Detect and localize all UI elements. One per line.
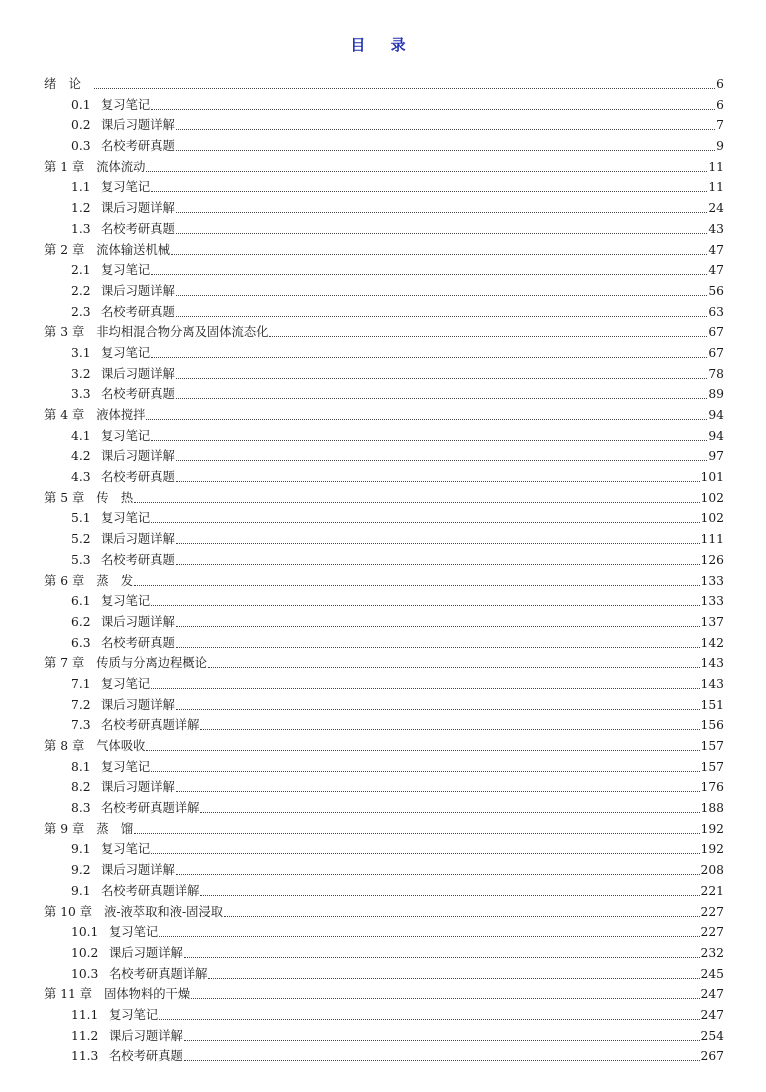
toc-section-entry[interactable] [44,964,724,985]
dot-leader [184,944,700,958]
toc-chapter-entry[interactable] [44,902,724,923]
toc-entry-number: 第 11 章 [44,987,93,1002]
toc-entry-label: 课后习题详解 [101,118,175,133]
dot-leader [176,778,700,792]
toc-entry-number: 11.3 [71,1049,99,1064]
toc-entry-page-number: 247 [700,1007,724,1022]
toc-entry-page-number: 247 [700,987,724,1002]
toc-entry-number: 2.2 [71,283,91,298]
toc-entry-label: 课后习题详解 [109,945,183,960]
toc-entry-label: 复习笔记 [101,842,151,857]
toc-section-entry[interactable] [44,426,724,447]
toc-section-entry[interactable] [44,798,724,819]
toc-entry-number: 11.2 [71,1028,99,1043]
toc-chapter-entry[interactable] [44,322,724,343]
toc-section-entry[interactable] [44,715,724,736]
toc-entry-label: 课后习题详解 [101,366,175,381]
dot-leader [176,116,715,130]
dot-leader [146,158,707,172]
toc-entry-label: 名校考研真题 [101,635,175,650]
toc-entry-label: 复习笔记 [101,428,151,443]
dot-leader [151,178,707,192]
toc-entry-number: 0.1 [71,97,91,112]
toc-entry-page-number: 254 [700,1028,724,1043]
toc-entry-number: 10.1 [71,925,99,940]
toc-chapter-entry[interactable] [44,571,724,592]
dot-leader [171,241,707,255]
dot-leader [151,427,707,441]
dot-leader [176,551,700,565]
toc-entry-number: 11.1 [71,1007,99,1022]
toc-entry-page-number: 101 [700,470,724,485]
table-of-contents [44,74,724,1067]
toc-entry-page-number: 89 [708,387,724,402]
toc-entry-label: 气体吸收 [96,739,146,753]
toc-entry-label: 液体搅拌 [96,408,146,422]
toc-section-entry[interactable] [44,922,724,943]
toc-entry-page-number: 151 [700,697,724,712]
toc-entry-page-number: 192 [700,842,724,857]
toc-entry-number: 5.2 [71,532,91,547]
toc-entry-label: 课后习题详解 [101,863,175,878]
toc-entry-number: 3.3 [71,387,91,402]
toc-entry-number: 5.1 [71,511,91,526]
dot-leader [151,675,699,689]
toc-entry-page-number: 47 [708,242,724,257]
toc-entry-page-number: 24 [708,201,724,216]
toc-entry-page-number: 133 [700,573,724,588]
toc-entry-page-number: 102 [700,490,724,505]
toc-section-entry[interactable] [44,467,724,488]
toc-entry-label: 名校考研真题 [101,139,175,154]
dot-leader [176,447,708,461]
toc-entry-page-number: 157 [700,739,724,753]
dot-leader [176,861,700,875]
dot-leader [134,489,699,503]
toc-section-entry[interactable] [44,1005,724,1026]
toc-chapter-entry[interactable] [44,736,724,757]
toc-entry-page-number: 111 [700,532,724,547]
toc-entry-number: 3.1 [71,345,91,360]
toc-entry-label: 复习笔记 [101,594,151,609]
toc-entry-page-number: 94 [708,408,724,422]
toc-entry-number: 10.2 [71,945,99,960]
toc-entry-number: 第 6 章 [44,573,85,588]
toc-entry-label: 名校考研真题详解 [109,966,208,981]
toc-entry-number: 第 1 章 [44,159,85,174]
dot-leader [191,985,699,999]
toc-entry-number: 1.1 [71,180,91,195]
dot-leader [176,137,715,151]
dot-leader [176,696,700,710]
toc-entry-number: 第 2 章 [44,242,85,257]
dot-leader [146,737,699,751]
dot-leader [176,220,708,234]
toc-chapter-entry[interactable] [44,984,724,1005]
toc-entry-number: 第 3 章 [44,325,85,340]
dot-leader [200,716,699,730]
toc-entry-page-number: 245 [700,966,724,981]
toc-chapter-entry[interactable] [44,405,724,426]
toc-entry-number: 4.1 [71,428,91,443]
toc-entry-label: 课后习题详解 [101,780,175,795]
toc-entry-number: 6.1 [71,594,91,609]
toc-section-entry[interactable] [44,508,724,529]
toc-entry-number: 4.2 [71,449,91,464]
toc-entry-label: 蒸 发 [96,573,134,588]
toc-entry-number: 3.2 [71,366,91,381]
toc-section-entry[interactable] [44,591,724,612]
dot-leader [176,530,700,544]
toc-section-entry[interactable] [44,612,724,633]
toc-entry-label: 复习笔记 [101,511,151,526]
toc-entry-page-number: 43 [708,221,724,236]
toc-section-entry[interactable] [44,674,724,695]
toc-entry-label: 名校考研真题详解 [101,718,200,733]
toc-entry-label: 复习笔记 [101,676,151,691]
toc-section-entry[interactable] [44,633,724,654]
dot-leader [176,199,708,213]
toc-entry-number: 第 5 章 [44,490,85,505]
toc-section-entry[interactable] [44,529,724,550]
toc-entry-label: 复习笔记 [101,97,151,112]
toc-entry-page-number: 192 [700,821,724,836]
dot-leader [151,509,699,523]
dot-leader [176,303,708,317]
dot-leader [184,1047,700,1061]
dot-leader [151,840,699,854]
toc-entry-page-number: 67 [708,325,724,340]
dot-leader [184,1027,700,1041]
toc-section-entry[interactable] [44,695,724,716]
toc-section-entry[interactable] [44,860,724,881]
toc-chapter-entry[interactable] [44,653,724,674]
toc-entry-label: 复习笔记 [101,180,151,195]
toc-entry-page-number: 97 [708,449,724,464]
toc-entry-page-number: 47 [708,263,724,278]
toc-entry-label: 名校考研真题 [101,387,175,402]
dot-leader [176,468,700,482]
toc-chapter-entry[interactable] [44,240,724,261]
toc-entry-number: 1.3 [71,221,91,236]
dot-leader [151,261,707,275]
toc-entry-label: 名校考研真题详解 [101,883,200,898]
toc-section-entry[interactable] [44,757,724,778]
dot-leader [151,758,699,772]
toc-entry-page-number: 56 [708,283,724,298]
toc-entry-page-number: 137 [700,614,724,629]
toc-entry-label: 名校考研真题 [101,470,175,485]
toc-entry-page-number: 221 [700,883,724,898]
dot-leader [176,634,700,648]
toc-section-entry[interactable] [44,281,724,302]
toc-chapter-entry[interactable] [44,488,724,509]
toc-entry-page-number: 227 [700,904,724,919]
toc-entry-label: 课后习题详解 [101,283,175,298]
toc-entry-label: 传质与分离边程概论 [96,656,207,671]
toc-entry-page-number: 11 [708,180,724,195]
dot-leader [224,903,699,917]
toc-section-entry[interactable] [44,881,724,902]
toc-entry-number: 6.3 [71,635,91,650]
toc-entry-page-number: 143 [700,656,724,671]
toc-section-entry[interactable] [44,260,724,281]
toc-entry-label: 流体流动 [96,159,146,174]
dot-leader [134,572,699,586]
dot-leader [208,654,700,668]
toc-entry-number: 第 8 章 [44,739,85,753]
toc-entry-label: 课后习题详解 [101,201,175,216]
toc-entry-label: 传 热 [96,490,134,505]
dot-leader [176,365,708,379]
toc-entry-number: 7.2 [71,697,91,712]
toc-entry-label: 流体输送机械 [96,242,171,257]
dot-leader [200,799,699,813]
toc-entry-number: 6.2 [71,614,91,629]
toc-entry-label: 复习笔记 [101,263,151,278]
toc-entry-page-number: 142 [700,635,724,650]
toc-section-entry[interactable] [44,136,724,157]
toc-entry-page-number: 208 [700,863,724,878]
toc-section-entry[interactable] [44,95,724,116]
dot-leader [176,385,708,399]
toc-entry-number: 9.2 [71,863,91,878]
toc-entry-page-number: 176 [700,780,724,795]
toc-entry-page-number: 227 [700,925,724,940]
toc-entry-number: 0.2 [71,118,91,133]
dot-leader [94,75,715,89]
toc-entry-page-number: 126 [700,552,724,567]
toc-entry-label: 名校考研真题 [109,1049,183,1064]
toc-chapter-entry[interactable] [44,74,724,95]
dot-leader [200,882,699,896]
dot-leader [269,323,707,337]
toc-entry-page-number: 188 [700,801,724,816]
toc-entry-label: 课后习题详解 [101,614,175,629]
toc-entry-number: 8.2 [71,780,91,795]
toc-section-entry[interactable] [44,219,724,240]
toc-entry-page-number: 157 [700,759,724,774]
toc-entry-page-number: 94 [708,428,724,443]
toc-entry-label: 名校考研真题 [101,221,175,236]
toc-entry-number: 第 4 章 [44,408,85,422]
toc-section-entry[interactable] [44,839,724,860]
toc-entry-page-number: 133 [700,594,724,609]
toc-entry-number: 0.3 [71,139,91,154]
toc-entry-page-number: 9 [716,139,724,154]
toc-entry-page-number: 143 [700,676,724,691]
toc-section-entry[interactable] [44,446,724,467]
toc-chapter-entry[interactable] [44,819,724,840]
toc-entry-number: 8.3 [71,801,91,816]
dot-leader [151,592,699,606]
dot-leader [146,406,707,420]
toc-section-entry[interactable] [44,777,724,798]
toc-entry-page-number: 267 [700,1049,724,1064]
dot-leader [134,820,699,834]
toc-entry-page-number: 67 [708,345,724,360]
toc-section-entry[interactable] [44,943,724,964]
toc-entry-label: 课后习题详解 [109,1028,183,1043]
toc-entry-number: 9.1 [71,883,91,898]
toc-entry-page-number: 7 [716,118,724,133]
toc-entry-number: 5.3 [71,552,91,567]
toc-entry-label: 复习笔记 [101,759,151,774]
toc-entry-page-number: 78 [708,366,724,381]
dot-leader [159,923,699,937]
toc-entry-number: 7.1 [71,676,91,691]
toc-entry-number: 4.3 [71,470,91,485]
toc-entry-number: 10.3 [71,966,99,981]
toc-section-entry[interactable] [44,115,724,136]
toc-entry-label: 名校考研真题详解 [101,801,200,816]
toc-entry-number: 1.2 [71,201,91,216]
toc-entry-number: 7.3 [71,718,91,733]
toc-section-entry[interactable] [44,302,724,323]
toc-entry-label: 非均相混合物分离及固体流态化 [96,325,269,340]
toc-entry-label: 液-液萃取和液-固浸取 [104,904,224,919]
toc-entry-number: 第 9 章 [44,821,85,836]
page-title: 目 录 [350,36,416,54]
toc-section-entry[interactable] [44,364,724,385]
toc-entry-number: 第 10 章 [44,904,93,919]
toc-entry-label: 蒸 馏 [96,821,134,836]
toc-entry-page-number: 6 [716,77,724,91]
toc-entry-label: 复习笔记 [101,345,151,360]
toc-entry-label: 固体物料的干燥 [104,987,191,1002]
toc-section-entry[interactable] [44,1046,724,1067]
dot-leader [176,282,708,296]
dot-leader [176,613,700,627]
toc-entry-number: 9.1 [71,842,91,857]
toc-entry-label: 课后习题详解 [101,449,175,464]
dot-leader [159,1006,699,1020]
toc-entry-number: 2.1 [71,263,91,278]
toc-entry-label: 课后习题详解 [101,697,175,712]
toc-chapter-entry[interactable] [44,157,724,178]
toc-entry-page-number: 102 [700,511,724,526]
toc-entry-number: 8.1 [71,759,91,774]
dot-leader [208,965,699,979]
dot-leader [151,96,715,110]
toc-entry-label: 名校考研真题 [101,304,175,319]
toc-entry-number: 绪 论 [44,77,81,91]
toc-section-entry[interactable] [44,198,724,219]
toc-entry-label: 课后习题详解 [101,532,175,547]
toc-section-entry[interactable] [44,550,724,571]
toc-entry-page-number: 232 [700,945,724,960]
toc-entry-page-number: 6 [716,97,724,112]
toc-entry-page-number: 156 [700,718,724,733]
dot-leader [151,344,707,358]
toc-entry-label: 复习笔记 [109,925,159,940]
toc-entry-page-number: 63 [708,304,724,319]
toc-entry-page-number: 11 [708,159,724,174]
toc-section-entry[interactable] [44,384,724,405]
toc-entry-label: 复习笔记 [109,1007,159,1022]
toc-entry-number: 第 7 章 [44,656,85,671]
toc-entry-number: 2.3 [71,304,91,319]
toc-section-entry[interactable] [44,343,724,364]
toc-section-entry[interactable] [44,1026,724,1047]
toc-section-entry[interactable] [44,177,724,198]
toc-entry-label: 名校考研真题 [101,552,175,567]
